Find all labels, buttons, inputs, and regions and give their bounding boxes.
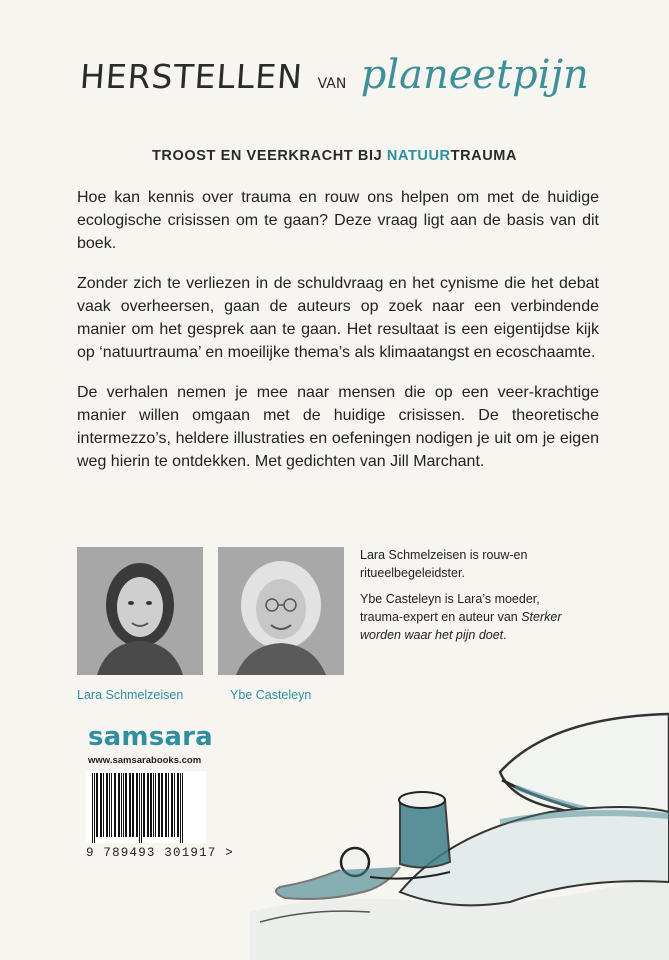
barcode-bar <box>171 773 173 837</box>
author-caption-lara: Lara Schmelzeisen <box>77 688 184 702</box>
barcode-bar <box>182 773 183 843</box>
barcode-bar <box>132 773 134 837</box>
barcode-icon <box>86 771 206 843</box>
isbn-number: 9 789493 301917 > <box>86 846 234 860</box>
barcode-bar <box>180 773 181 843</box>
barcode-bar <box>143 773 145 837</box>
barcode-bar <box>103 773 104 837</box>
barcode-bar <box>141 773 142 843</box>
barcode-bar <box>147 773 149 837</box>
author-caption-ybe: Ybe Casteleyn <box>230 688 312 702</box>
barcode-bar <box>92 773 93 843</box>
author-photo-lara <box>77 547 203 675</box>
bio-ybe-book-title: Sterker worden waar het pijn doet <box>360 610 562 642</box>
blurb <box>77 186 599 490</box>
barcode-bar <box>150 773 152 837</box>
barcode-bar <box>161 773 163 837</box>
book-title <box>0 52 669 98</box>
barcode-bar <box>109 773 110 837</box>
bio-lara: Lara Schmelzeisen is rouw-en ritueelbegeleidster. <box>360 548 528 580</box>
barcode-bar <box>177 773 179 837</box>
barcode-bar <box>155 773 156 837</box>
barcode-bar <box>158 773 160 837</box>
barcode-bar <box>100 773 102 837</box>
barcode-bar <box>121 773 122 837</box>
barcode-bar <box>174 773 175 837</box>
portrait-ybe-icon <box>218 547 344 675</box>
book-subtitle <box>0 148 669 164</box>
barcode-bar <box>168 773 169 837</box>
bio-ybe <box>360 590 580 644</box>
bio-ybe-text: Ybe Casteleyn is Lara’s moeder, trauma-expert en auteur van <box>360 592 540 624</box>
title-part-planeetpijn: planeetpijn <box>360 52 589 98</box>
bio-ybe-end: . <box>503 628 507 642</box>
barcode-bar <box>129 773 131 837</box>
title-part-van: VAN <box>317 75 347 92</box>
blurb-paragraph-2: Zonder zich te verliezen in de schuldvraag en het cynisme die het debat vaak overheersen, gaan de auteurs op zoek naar een verbindende manier om het gesprek aan te gaan. Het resultaat is een eigentijdse kijk op ‘natuurtrauma’ en moeilijke thema’s als klimaatangst en ecoschaamte. <box>77 275 599 361</box>
subtitle-accent: NATUUR <box>386 148 451 164</box>
barcode <box>86 771 206 843</box>
barcode-bar <box>106 773 108 837</box>
barcode-bar <box>118 773 120 837</box>
subtitle-post: TRAUMA <box>450 148 518 164</box>
barcode-bar <box>153 773 154 837</box>
blurb-paragraph-3: De verhalen nemen je mee naar mensen die op een veer-krachtige manier willen omgaan met de huidige crisissen. De theoretische intermezzo’s, heldere illustraties en oefeningen nodigen je uit om je eigen weg hierin te ontdekken. Met gedichten van Jill Marchant. <box>77 384 599 470</box>
title-part-herstellen: HERSTELLEN <box>78 57 305 96</box>
barcode-bar <box>111 773 112 837</box>
publisher-url: www.samsarabooks.com <box>88 755 202 766</box>
barcode-bar <box>96 773 98 837</box>
author-bios <box>360 546 580 652</box>
barcode-bar <box>136 773 138 837</box>
subtitle-pre: TROOST EN VEERKRACHT BIJ <box>151 148 387 164</box>
ink-illustration <box>250 712 669 960</box>
blurb-paragraph-1: Hoe kan kennis over trauma en rouw ons helpen om met de huidige ecologische crisissen om te gaan? Deze vraag ligt aan de basis van dit boek. <box>77 189 599 252</box>
barcode-bar <box>123 773 124 837</box>
barcode-bar <box>94 773 95 843</box>
barcode-bar <box>125 773 127 837</box>
publisher-logo: samsara <box>88 722 213 752</box>
portrait-lara-icon <box>77 547 203 675</box>
barcode-bar <box>139 773 140 843</box>
barcode-bar <box>114 773 116 837</box>
author-photo-ybe <box>218 547 344 675</box>
barcode-bar <box>165 773 167 837</box>
